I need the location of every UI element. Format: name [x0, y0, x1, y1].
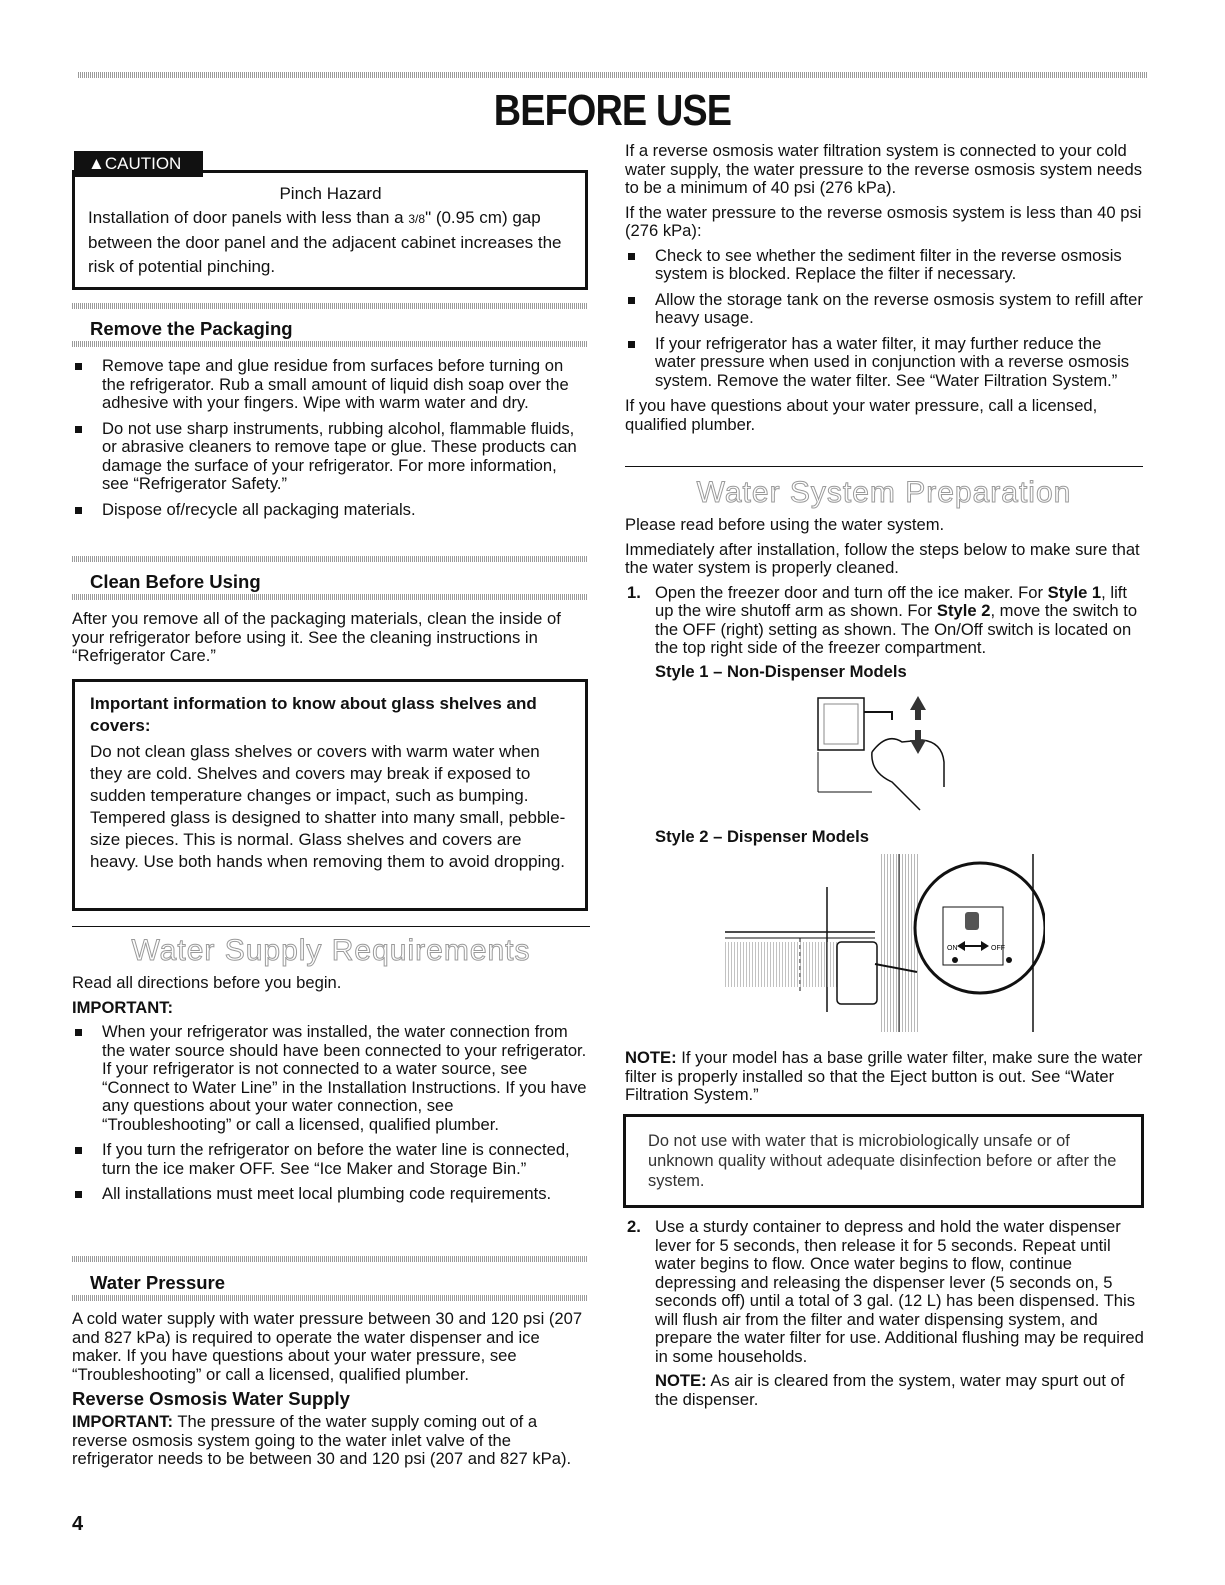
switch-on-label: ON [947, 945, 958, 952]
ro-text [72, 1413, 587, 1469]
step2-note-body: As air is cleared from the system, water may spurt out of the dispenser. [655, 1371, 1125, 1409]
glass-info-text: Do not clean glass shelves or covers with warm water when they are cold. Shelves and covers may break if exposed to sudden temperature changes or impact, such as bumping. Tempered glass is designed to shatter into many small, pebble-size pieces. This is normal. Glass shelves and covers are heavy. Use both hands when removing them to avoid dropping. [90, 742, 566, 871]
step-2 [625, 1218, 1145, 1409]
ro-right-p1: If a reverse osmosis water filtration system is connected to your cold water supply, the water pressure to the reverse osmosis system needs to be a minimum of 40 psi (276 kPa). [625, 141, 1143, 197]
ro-heading: Reverse Osmosis Water Supply [72, 1388, 350, 1409]
page-number: 4 [72, 1513, 84, 1535]
step2-note [625, 1372, 1145, 1409]
caution-content [88, 182, 573, 279]
pressure-text: A cold water supply with water pressure between 30 and 120 psi (207 and 827 kPa) is required to operate the water dispenser and ice maker. If you have questions about your water pressure, see “Troubleshooting” or call a licensed, qualified plumber. [72, 1309, 583, 1384]
list-item: When your refrigerator was installed, the water connection from the water source should have been connected to your refrigerator. If your refrigerator is not connected to a water source, see “Connect to Water Line” in the Installation Instructions. If you have any questions about your water connection, see “Troubleshooting” or call a licensed, qualified plumber. [72, 1023, 587, 1134]
step2-text: Use a sturdy container to depress and hold the water dispenser lever for 5 seconds, then release it for 5 seconds. Repeat until water begins to flow. Once water begins to flow, continue depressing and releasing the dispenser lever (5 seconds on, 5 seconds off) until a total of 3 gal. (12 L) has been dispensed. This will flush air from the filter and water dispensing system, and prepare the water filter for use. Additional flushing may be required in some households. [655, 1217, 1144, 1366]
clean-heading: Clean Before Using [90, 571, 261, 592]
warning-triangle-icon: ▲ [88, 154, 105, 173]
dispenser-switch-illustration [725, 852, 1045, 1034]
list-item: If your refrigerator has a water filter, it may further reduce the water pressure when used in conjunction with a reverse osmosis system. Remove the water filter. See “Water Filtration System.” [625, 335, 1145, 391]
caution-tag [74, 151, 203, 177]
note-text [625, 1049, 1145, 1105]
style2-label: Style 2 – Dispenser Models [655, 827, 869, 846]
list-item: Do not use sharp instruments, rubbing alcohol, flammable fluids, or abrasive cleaners to remove tape or glue. These products can damage the surface of your refrigerator. For more information, see “Refrigerator Safety.” [72, 420, 577, 494]
prep-p2: Immediately after installation, follow the steps below to make sure that the water system is properly cleaned. [625, 539, 1140, 577]
list-item: Allow the storage tank on the reverse osmosis system to refill after heavy usage. [625, 291, 1145, 328]
packaging-heading: Remove the Packaging [90, 318, 293, 339]
prep-p1: Please read before using the water system. [625, 515, 945, 534]
list-item: All installations must meet local plumbing code requirements. [72, 1185, 587, 1204]
step1-text-c: , move the switch to the OFF (right) setting as shown. The On/Off switch is located on the top right side of the freezer compartment. [655, 601, 1138, 657]
page-title: BEFORE USE [493, 86, 732, 135]
section-rule [72, 1295, 588, 1301]
ro-right-content [625, 142, 1145, 440]
step-2-item [625, 1218, 1145, 1366]
caution-text [88, 206, 573, 279]
section-rule [72, 1256, 588, 1262]
prep-content [625, 516, 1145, 664]
section-rule [72, 303, 588, 309]
supply-heading: Water Supply Requirements [131, 934, 531, 967]
glass-info-content [90, 693, 570, 873]
step-number: 1. [627, 582, 641, 602]
packaging-list [72, 357, 577, 526]
note-body: If your model has a base grille water filter, make sure the water filter is properly installed so that the Eject button is out. See “Water Filtration System.” [625, 1048, 1143, 1104]
ice-maker-arm-illustration [812, 692, 952, 812]
up-down-arrow-icon [910, 696, 926, 754]
section-rule [72, 594, 588, 600]
top-rule [78, 72, 1148, 78]
glass-info-heading: Important information to know about glass shelves and covers: [90, 694, 537, 735]
note-label: NOTE: [625, 1048, 677, 1067]
supply-intro: Read all directions before you begin. [72, 973, 342, 992]
clean-text: After you remove all of the packaging materials, clean the inside of your refrigerator before using it. See the cleaning instructions in “Refrigerator Care.” [72, 609, 561, 665]
list-item: Check to see whether the sediment filter in the reverse osmosis system is blocked. Replace the filter if necessary. [625, 247, 1145, 284]
list-item: Dispose of/recycle all packaging materials. [72, 501, 577, 520]
supply-important: IMPORTANT: [72, 997, 174, 1017]
switch-off-label: OFF [991, 945, 1005, 952]
pressure-heading: Water Pressure [90, 1272, 226, 1293]
step1-style2: Style 2 [936, 601, 991, 620]
step1-text-b: , lift up the wire shutoff arm as shown. For [655, 582, 1127, 620]
ro-body: The pressure of the water supply coming out of a reverse osmosis system going to the water inlet valve of the refrigerator needs to be between 30 and 120 psi (207 and 827 kPa). [72, 1412, 572, 1468]
step-number: 2. [627, 1217, 641, 1236]
prep-heading: Water System Preparation [696, 476, 1072, 509]
step1-text-a: Open the freezer door and turn off the ice maker. For [655, 582, 1048, 602]
list-item: Remove tape and glue residue from surfaces before turning on the refrigerator. Rub a small amount of liquid dish soap over the adhesive with your fingers. Wipe with warm water and dry. [72, 357, 577, 413]
ro-important: IMPORTANT: [72, 1412, 174, 1431]
step1-style1: Style 1 [1047, 582, 1102, 602]
step-1 [625, 584, 1145, 658]
style1-label: Style 1 – Non-Dispenser Models [655, 662, 907, 681]
ro-right-p2: If the water pressure to the reverse osmosis system is less than 40 psi (276 kPa): [625, 202, 1142, 240]
caution-fraction: 3/8 [408, 212, 426, 226]
warning-text: Do not use with water that is microbiologically unsafe or of unknown quality without adequate disinfection before or after the system. [648, 1132, 1117, 1190]
step2-note-label: NOTE: [655, 1371, 707, 1390]
list-item: If you turn the refrigerator on before the water line is connected, turn the ice maker OFF. See “Ice Maker and Storage Bin.” [72, 1141, 587, 1178]
caution-text-2: " (0.95 cm) gap between the door panel and the adjacent cabinet increases the risk of potential pinching. [88, 208, 562, 276]
caution-tag-label: CAUTION [104, 154, 182, 173]
section-rule [72, 926, 590, 927]
section-rule [72, 556, 588, 562]
caution-text-1: Installation of door panels with less than a [88, 208, 409, 227]
section-rule [72, 341, 588, 347]
section-rule [625, 466, 1143, 467]
caution-heading: Pinch Hazard [279, 184, 382, 203]
supply-content [72, 974, 587, 1211]
ro-right-p3: If you have questions about your water pressure, call a licensed, qualified plumber. [625, 396, 1098, 434]
